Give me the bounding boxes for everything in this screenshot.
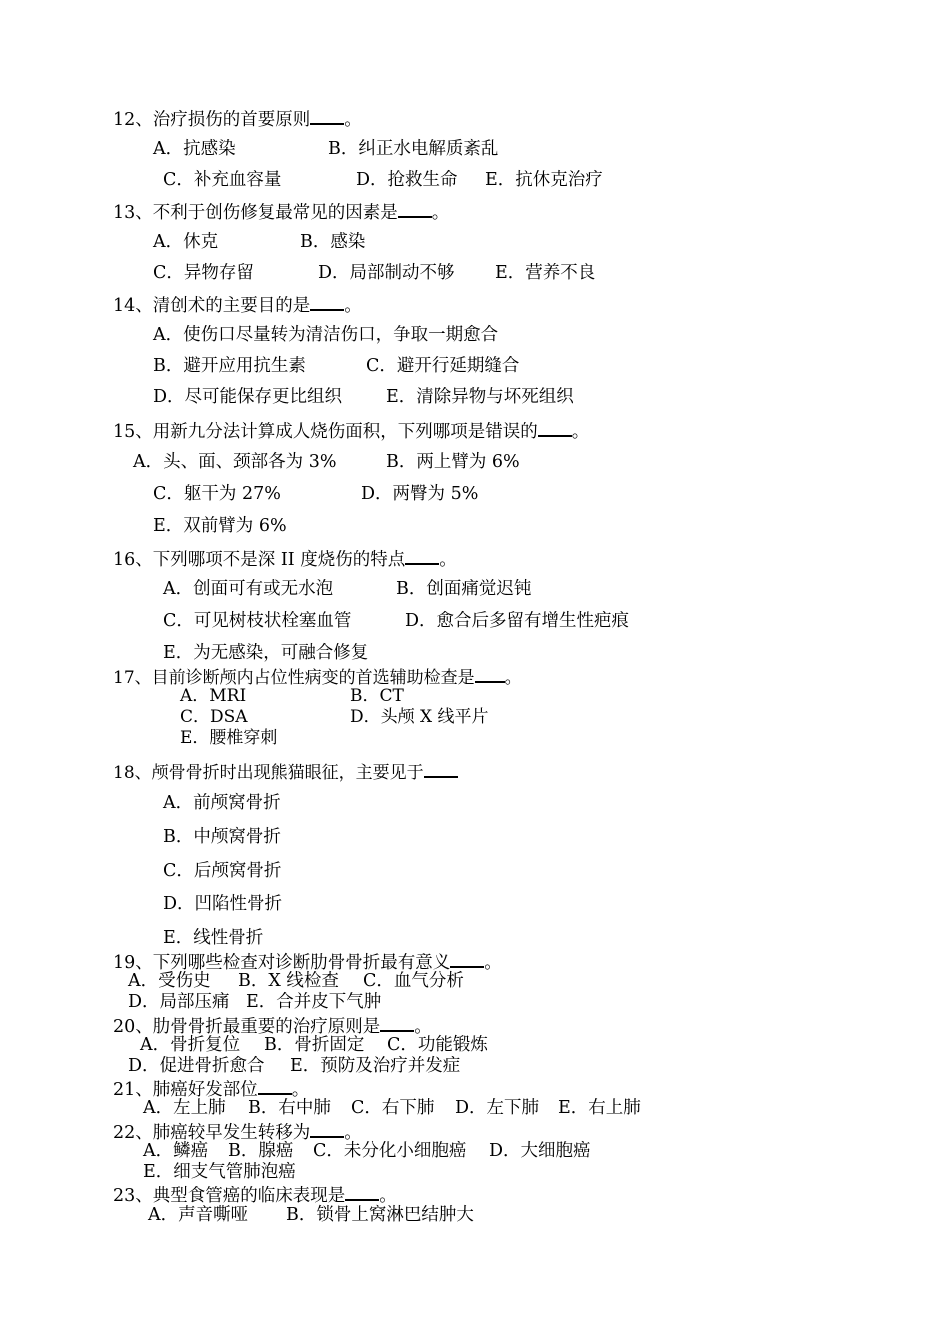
question-end: 。	[414, 1017, 432, 1037]
question-end: 。	[504, 668, 522, 688]
option-a: A．休克	[153, 232, 219, 252]
answer-blank	[258, 1077, 292, 1095]
question-text: 用新九分法计算成人烧伤面积，下列哪项是错误的	[152, 422, 538, 442]
option-a: A．左上肺	[143, 1098, 226, 1118]
option-b: B．骨折固定	[264, 1035, 365, 1055]
answer-blank	[310, 107, 344, 125]
option-e: E．抗休克治疗	[485, 170, 603, 190]
option-e: E．清除异物与坏死组织	[386, 387, 574, 407]
option-e: E．右上肺	[558, 1098, 641, 1118]
question-14-stem	[113, 293, 362, 317]
question-end: 。	[484, 953, 502, 973]
option-d: D．愈合后多留有增生性疤痕	[405, 611, 630, 631]
question-12-stem	[113, 107, 362, 131]
option-d: D．两臀为 5%	[361, 484, 479, 504]
option-a: A．头、面、颈部各为 3%	[133, 452, 337, 472]
option-b: B．感染	[300, 232, 366, 252]
question-end: 。	[344, 296, 362, 316]
option-a: A．鳞癌	[143, 1141, 209, 1161]
option-d: D．大细胞癌	[489, 1141, 591, 1161]
question-text: 典型食管癌的临床表现是	[152, 1186, 346, 1206]
question-end: 。	[431, 203, 450, 223]
option-c: C．后颅窝骨折	[163, 861, 282, 881]
question-text: 目前诊断颅内占位性病变的首选辅助检查是	[151, 668, 475, 688]
question-text: 治疗损伤的首要原则	[152, 110, 311, 130]
question-text: 颅骨骨折时出现熊猫眼征，主要见于	[151, 763, 424, 783]
option-c: C．避开行延期缝合	[366, 356, 520, 376]
question-end: 。	[291, 1080, 310, 1100]
question-number: 17、	[113, 668, 152, 688]
option-e: E．为无感染，可融合修复	[163, 643, 369, 663]
question-number: 14、	[113, 296, 153, 316]
question-number: 12、	[113, 110, 153, 130]
question-number: 16、	[113, 550, 153, 570]
question-13-stem	[113, 200, 449, 224]
option-b: B．避开应用抗生素	[153, 356, 306, 376]
question-text: 下列哪项不是深 II 度烧伤的特点	[152, 550, 406, 570]
option-d: D．左下肺	[455, 1098, 540, 1118]
question-text: 肺癌好发部位	[152, 1080, 258, 1100]
option-a: A．受伤史	[128, 971, 211, 991]
question-16-stem	[113, 547, 457, 571]
option-e: E．腰椎穿刺	[180, 728, 278, 748]
option-d: D．促进骨折愈合	[128, 1056, 265, 1076]
answer-blank	[380, 1014, 414, 1032]
question-end: 。	[344, 110, 362, 130]
question-end: 。	[379, 1186, 397, 1206]
option-c: C．未分化小细胞癌	[313, 1141, 467, 1161]
option-d: D．尽可能保存更比组织	[153, 387, 343, 407]
question-23-stem	[113, 1183, 397, 1207]
question-number: 21、	[113, 1080, 153, 1100]
question-number: 13、	[113, 203, 153, 223]
question-end: 。	[344, 1123, 362, 1143]
option-c: C．血气分析	[363, 971, 464, 991]
option-e: E．预防及治疗并发症	[290, 1056, 461, 1076]
option-c: C．DSA	[180, 707, 248, 727]
option-c: C．异物存留	[153, 263, 254, 283]
option-b: B．两上臂为 6%	[386, 452, 520, 472]
option-d: D．头颅 X 线平片	[350, 707, 489, 727]
answer-blank	[310, 1120, 344, 1138]
question-text: 肋骨骨折最重要的治疗原则是	[152, 1017, 381, 1037]
option-e: E．线性骨折	[163, 928, 264, 948]
question-number: 20、	[113, 1017, 153, 1037]
option-e: E．合并皮下气肿	[246, 992, 382, 1012]
option-d: D．局部制动不够	[318, 263, 455, 283]
option-e: E．营养不良	[495, 263, 596, 283]
option-d: D．抢救生命	[356, 170, 458, 190]
option-c: C．右下肺	[351, 1098, 435, 1118]
option-a: A．使伤口尽量转为清洁伤口，争取一期愈合	[153, 325, 499, 345]
option-a: A．创面可有或无水泡	[163, 579, 334, 599]
option-b: B．X 线检查	[238, 971, 339, 991]
question-end: 。	[439, 550, 457, 570]
option-b: B．中颅窝骨折	[163, 827, 281, 847]
option-b: B．创面痛觉迟钝	[396, 579, 532, 599]
question-text: 肺癌较早发生转移为	[152, 1123, 311, 1143]
option-a: A．MRI	[180, 686, 247, 706]
question-text: 清创术的主要目的是	[152, 296, 311, 316]
answer-blank	[310, 293, 344, 311]
question-number: 15、	[113, 422, 153, 442]
question-number: 19、	[113, 953, 153, 973]
option-c: C．补充血容量	[163, 170, 282, 190]
answer-blank	[345, 1183, 379, 1201]
option-c: C．功能锻炼	[387, 1035, 488, 1055]
option-b: B．腺癌	[228, 1141, 294, 1161]
answer-blank	[405, 547, 439, 565]
question-18-stem	[113, 760, 458, 784]
option-b: B．右中肺	[248, 1098, 331, 1118]
question-text: 不利于创伤修复最常见的因素是	[152, 203, 398, 223]
option-a: A．声音嘶哑	[148, 1205, 249, 1225]
answer-blank	[475, 665, 505, 683]
option-c: C．可见树枝状栓塞血管	[163, 611, 352, 631]
option-e: E．细支气管肺泡癌	[143, 1162, 296, 1182]
answer-blank	[424, 760, 458, 778]
option-c: C．躯干为 27%	[153, 484, 281, 504]
answer-blank	[538, 419, 572, 437]
question-17-stem	[113, 665, 522, 688]
option-b: B．纠正水电解质紊乱	[328, 139, 499, 159]
question-number: 18、	[113, 763, 152, 783]
answer-blank	[398, 200, 432, 218]
question-end: 。	[571, 422, 590, 442]
option-b: B．CT	[350, 686, 404, 706]
option-a: A．前颅窝骨折	[163, 793, 281, 813]
option-d: D．凹陷性骨折	[163, 894, 283, 914]
option-b: B．锁骨上窝淋巴结肿大	[286, 1205, 474, 1225]
answer-blank	[450, 950, 484, 968]
question-text: 下列哪些检查对诊断肋骨骨折最有意义	[152, 953, 451, 973]
question-number: 22、	[113, 1123, 153, 1143]
option-a: A．骨折复位	[140, 1035, 241, 1055]
question-number: 23、	[113, 1186, 153, 1206]
option-e: E．双前臂为 6%	[153, 516, 287, 536]
option-d: D．局部压痛	[128, 992, 230, 1012]
question-15-stem	[113, 419, 589, 443]
option-a: A．抗感染	[153, 139, 236, 159]
